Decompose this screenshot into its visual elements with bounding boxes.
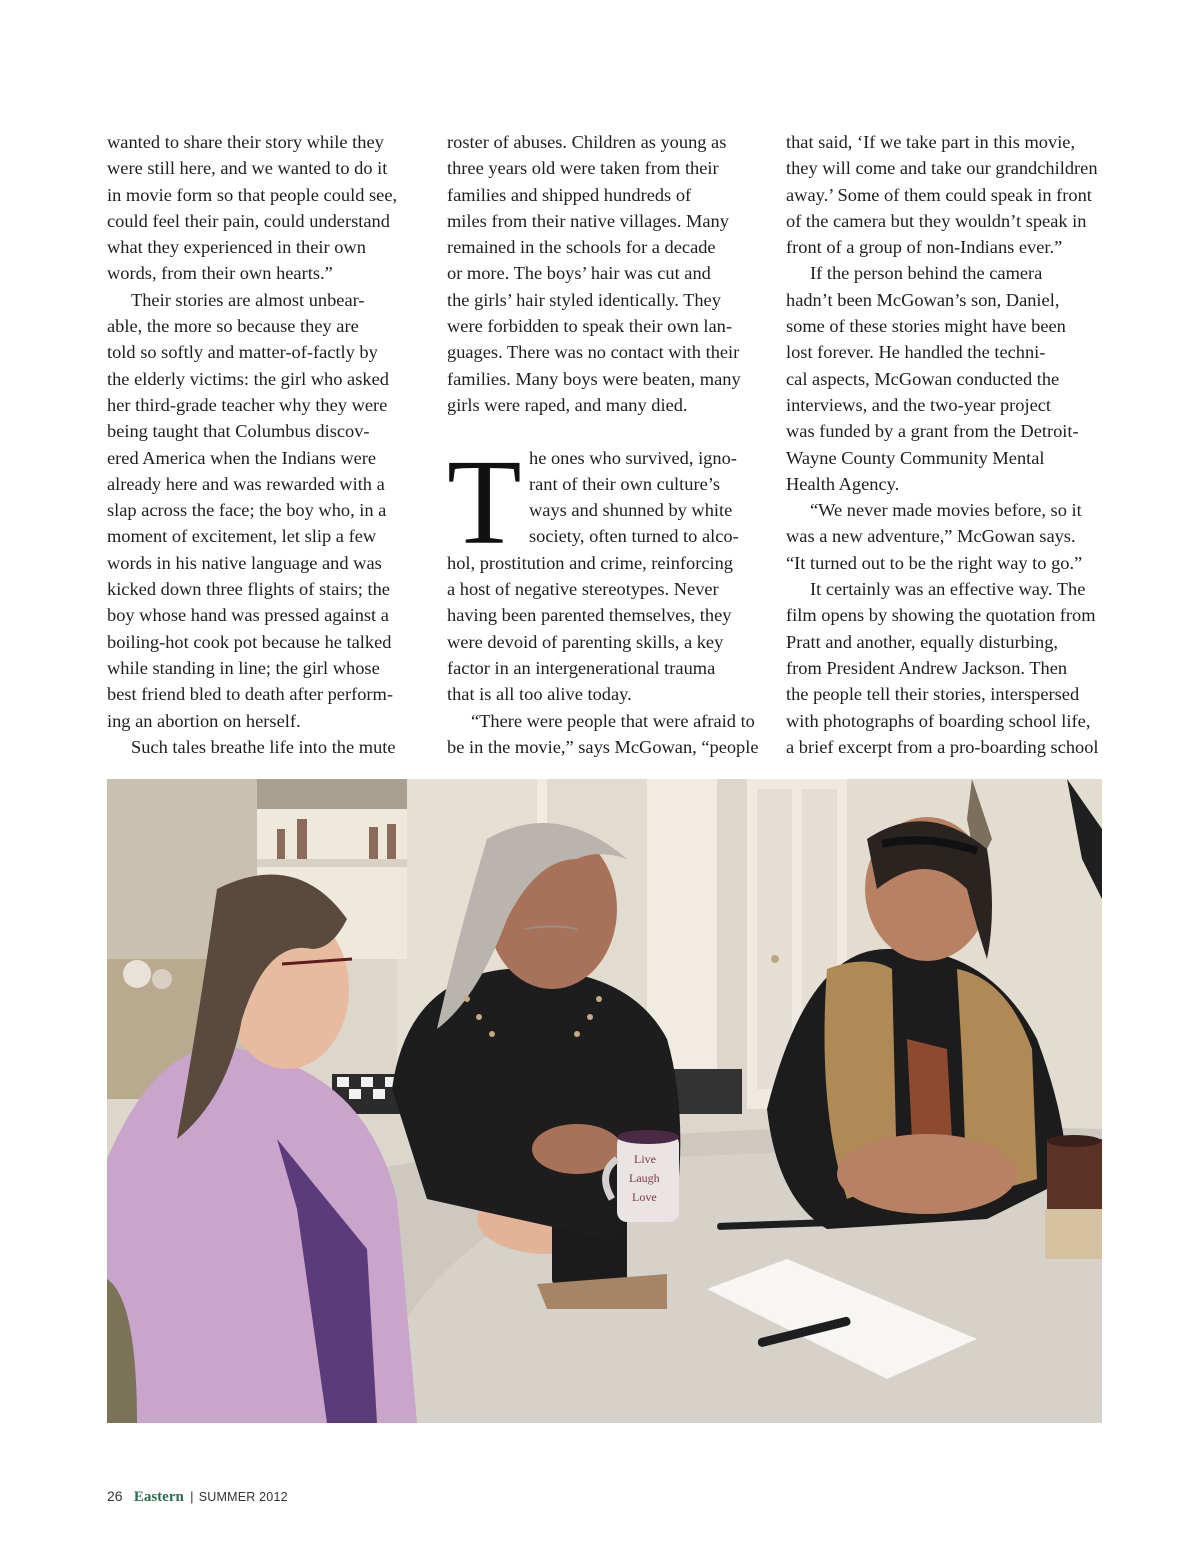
text-line: If the person behind the camera xyxy=(810,263,1043,284)
text-line: that is all too alive today. xyxy=(447,684,632,705)
issue-date: SUMMER 2012 xyxy=(198,1490,288,1504)
text-line: wanted to share their story while they xyxy=(107,132,384,152)
article-photo xyxy=(107,779,1102,1423)
text-line: a brief excerpt from a pro-boarding school xyxy=(786,736,1099,757)
text-line: cal aspects, McGowan conducted the xyxy=(786,368,1060,389)
text-line: her third-grade teacher why they were xyxy=(107,394,388,415)
text-line: being taught that Columbus discov- xyxy=(107,421,370,442)
text-line: Health Agency. xyxy=(786,473,900,494)
text-line: Such tales breathe life into the mute xyxy=(131,736,396,757)
text-line: hadn’t been McGowan’s son, Daniel, xyxy=(786,289,1060,310)
text-line: already here and was rewarded with a xyxy=(107,473,385,494)
text-line: what they experienced in their own xyxy=(107,237,366,258)
text-line: guages. There was no contact with their xyxy=(447,342,740,363)
text-line: society, often turned to alco- xyxy=(529,526,739,547)
text-line: words in his native language and was xyxy=(107,552,382,573)
footer-separator: | xyxy=(190,1489,194,1504)
text-line: “It turned out to be the right way to go.” xyxy=(786,552,1083,573)
text-line: be in the movie,” says McGowan, “people xyxy=(447,736,759,757)
mug-text: Laugh xyxy=(629,1171,660,1185)
page-number: 26 xyxy=(107,1488,123,1504)
text-line: having been parented themselves, they xyxy=(447,605,732,626)
text-line: boy whose hand was pressed against a xyxy=(107,605,389,626)
text-line: could feel their pain, could understand xyxy=(107,210,390,231)
text-line: some of these stories might have been xyxy=(786,316,1066,337)
text-line: the elderly victims: the girl who asked xyxy=(107,368,389,389)
text-line: was funded by a grant from the Detroit- xyxy=(786,421,1079,442)
text-line: were forbidden to speak their own lan- xyxy=(447,316,732,337)
text-line: from President Andrew Jackson. Then xyxy=(786,657,1068,678)
text-line: kicked down three flights of stairs; the xyxy=(107,579,390,600)
text-line: “There were people that were afraid to xyxy=(471,710,755,731)
text-line: boiling-hot cook pot because he talked xyxy=(107,631,392,652)
text-line: told so softly and matter-of-factly by xyxy=(107,342,378,363)
article-column-2 xyxy=(447,129,765,760)
text-line: ing an abortion on herself. xyxy=(107,710,301,731)
text-line: hol, prostitution and crime, reinforcing xyxy=(447,552,734,573)
article-column-1 xyxy=(107,129,423,760)
text-line: Pratt and another, equally disturbing, xyxy=(786,631,1058,652)
publication-name: Eastern xyxy=(133,1489,184,1505)
text-line: away.’ Some of them could speak in front xyxy=(786,184,1092,205)
text-line: ered America when the Indians were xyxy=(107,447,377,468)
text-line: were still here, and we wanted to do it xyxy=(107,158,388,179)
mug-text: Live xyxy=(634,1152,656,1166)
text-line: a host of negative stereotypes. Never xyxy=(447,579,719,600)
text-line: lost forever. He handled the techni- xyxy=(786,342,1046,363)
text-line: was a new adventure,” McGowan says. xyxy=(786,526,1076,547)
text-line: factor in an intergenerational trauma xyxy=(447,657,716,678)
text-line: able, the more so because they are xyxy=(107,316,359,337)
text-line: “We never made movies before, so it xyxy=(810,500,1082,521)
text-line: the girls’ hair styled identically. They xyxy=(447,289,721,310)
text-line: families. Many boys were beaten, many xyxy=(447,368,741,389)
text-line: miles from their native villages. Many xyxy=(447,210,729,231)
text-line: film opens by showing the quotation from xyxy=(786,605,1096,626)
text-line: the people tell their stories, interspersed xyxy=(786,684,1080,705)
text-line: were devoid of parenting skills, a key xyxy=(447,631,724,652)
mug-text: Love xyxy=(632,1190,657,1204)
text-line: moment of excitement, let slip a few xyxy=(107,526,377,547)
text-line: Wayne County Community Mental xyxy=(786,447,1045,468)
text-line: Their stories are almost unbear- xyxy=(131,289,365,310)
text-line: girls were raped, and many died. xyxy=(447,394,688,415)
text-line: of the camera but they wouldn’t speak in xyxy=(786,210,1087,231)
text-line: rant of their own culture’s xyxy=(529,473,720,494)
text-line: that said, ‘If we take part in this movie, xyxy=(786,132,1076,152)
article-column-3 xyxy=(786,129,1106,760)
text-line: with photographs of boarding school life, xyxy=(786,710,1091,731)
text-line: It certainly was an effective way. The xyxy=(810,579,1086,600)
text-line: they will come and take our grandchildren xyxy=(786,158,1098,179)
text-line: best friend bled to death after perform- xyxy=(107,684,393,705)
drop-cap: T xyxy=(447,434,522,570)
text-line: in movie form so that people could see, xyxy=(107,184,398,205)
text-line: three years old were taken from their xyxy=(447,158,719,179)
text-line: he ones who survived, igno- xyxy=(529,447,737,468)
text-line: words, from their own hearts.” xyxy=(107,263,333,284)
text-line: families and shipped hundreds of xyxy=(447,184,692,205)
page-footer xyxy=(107,1488,288,1506)
text-line: ways and shunned by white xyxy=(529,500,733,521)
text-line: front of a group of non-Indians ever.” xyxy=(786,237,1063,258)
text-line: remained in the schools for a decade xyxy=(447,237,716,258)
text-line: interviews, and the two-year project xyxy=(786,394,1052,415)
text-line: slap across the face; the boy who, in a xyxy=(107,500,387,521)
text-line: or more. The boys’ hair was cut and xyxy=(447,263,711,284)
text-line: while standing in line; the girl whose xyxy=(107,657,380,678)
text-line: roster of abuses. Children as young as xyxy=(447,132,727,152)
